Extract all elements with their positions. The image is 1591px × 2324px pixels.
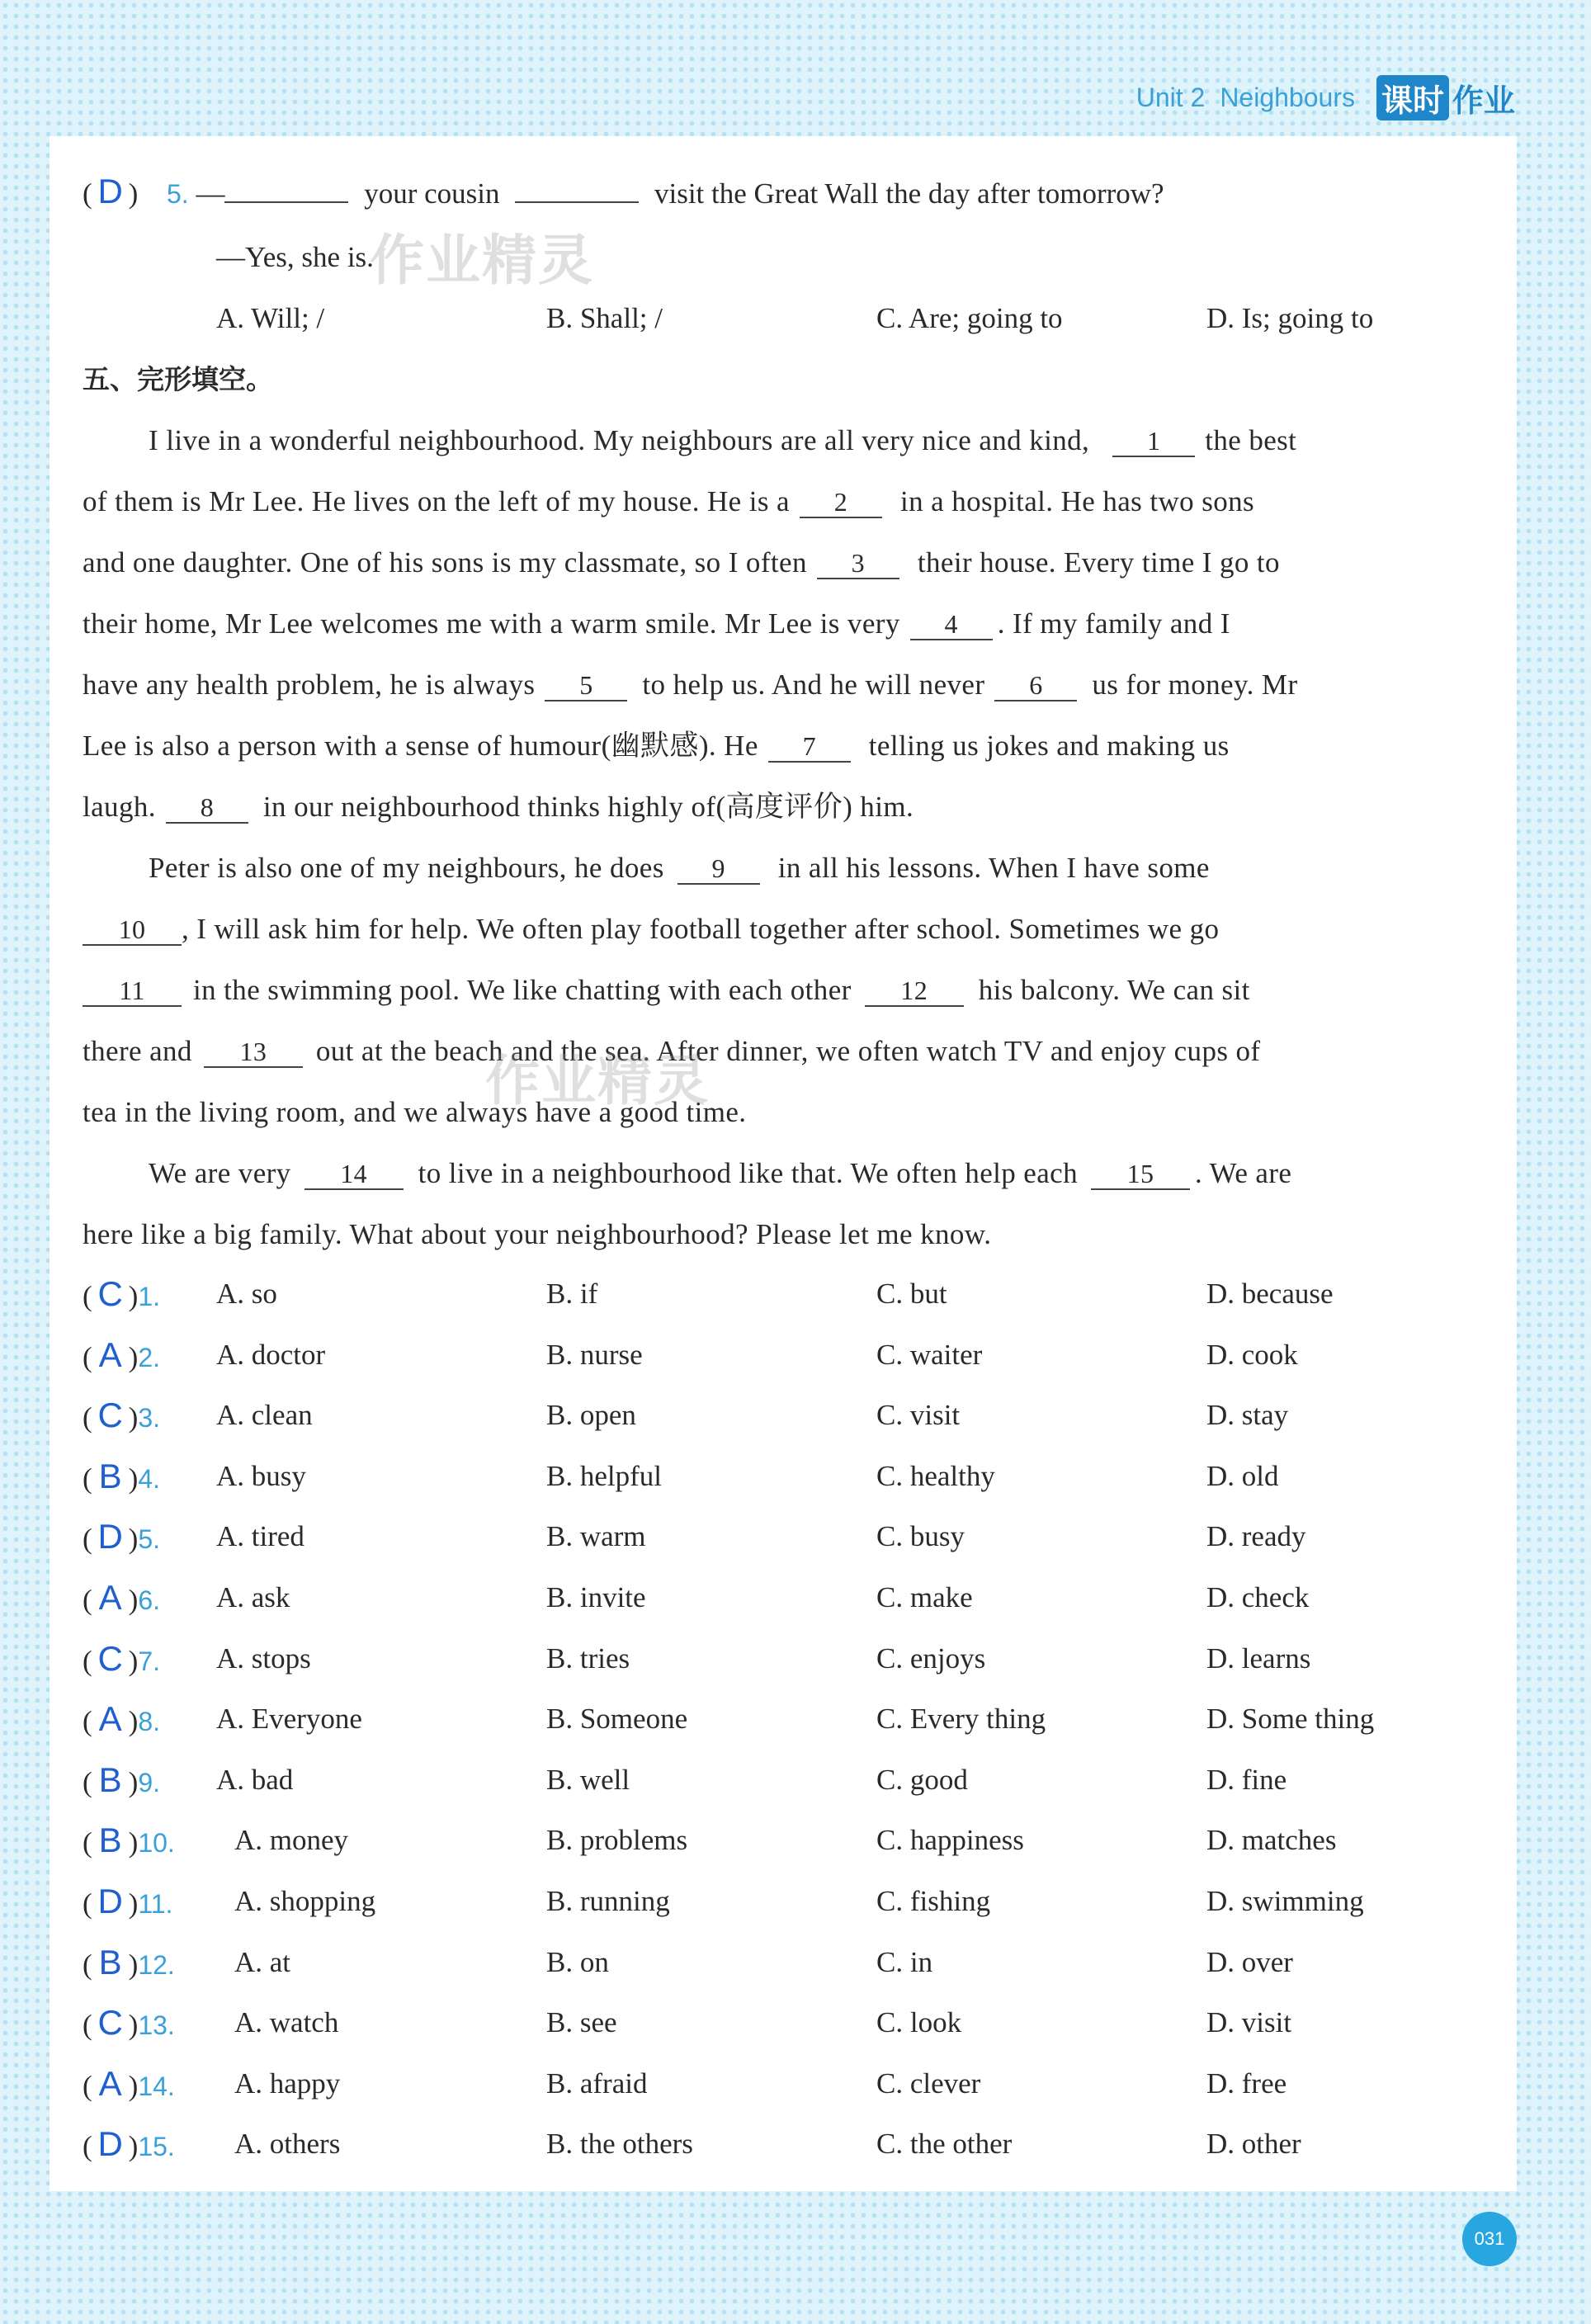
brand-boxed: 课时: [1376, 75, 1449, 120]
option-a: A. tired: [216, 1520, 305, 1552]
answer-paren: ( B )12.: [83, 1943, 175, 1982]
answer-letter: A: [98, 1335, 122, 1374]
choice-row: [83, 2005, 1485, 2041]
option-d: D. other: [1206, 2128, 1301, 2160]
option-a: A. shopping: [234, 1885, 376, 1917]
answer-letter: C: [97, 1274, 123, 1313]
option-b: B. invite: [546, 1581, 646, 1613]
option-c: C. look: [876, 2006, 962, 2038]
option-a: A. so: [216, 1278, 277, 1310]
option-b: B. warm: [546, 1520, 646, 1552]
answer-letter: D: [97, 1882, 123, 1920]
choice-row: [83, 1822, 1485, 1859]
option-c: C. but: [876, 1278, 947, 1310]
passage-line: their home, Mr Lee welcomes me with a warm smile. Mr Lee is very 4 . If my family and I: [83, 607, 1230, 640]
option-d: D. Is; going to: [1206, 302, 1374, 334]
option-c: C. clever: [876, 2067, 981, 2100]
answer-letter: C: [97, 2003, 123, 2042]
question-number: 8.: [138, 1707, 160, 1736]
option-b: B. running: [546, 1885, 670, 1917]
question-number: 15.: [138, 2132, 175, 2161]
passage-line: 10 , I will ask him for help. We often play football together after school. Sometimes we go: [83, 913, 1485, 946]
option-a: A. Everyone: [216, 1703, 362, 1735]
choice-row: [83, 1458, 1485, 1495]
option-b: B. the others: [546, 2128, 693, 2160]
passage-line: and one daughter. One of his sons is my classmate, so I often 3 their house. Every time I go to: [83, 546, 1280, 579]
question-number: 2.: [138, 1343, 160, 1372]
blank-10: 10: [83, 914, 182, 946]
option-d: D. stay: [1206, 1399, 1289, 1431]
question-5-options: [83, 300, 1485, 337]
answer-paren: ( B )4.: [83, 1457, 160, 1495]
choice-row: [83, 2066, 1485, 2102]
blank-14: 14: [305, 1159, 404, 1190]
option-c: C. happiness: [876, 1824, 1024, 1856]
option-a: A. bad: [216, 1764, 294, 1796]
question-number: 14.: [138, 2071, 175, 2101]
option-d: D. fine: [1206, 1764, 1287, 1796]
answer-letter: C: [97, 1396, 123, 1434]
answer-paren: ( C )3.: [83, 1396, 160, 1434]
option-d: D. matches: [1206, 1824, 1337, 1856]
option-d: D. Some thing: [1206, 1703, 1375, 1735]
passage-line: tea in the living room, and we always have a good time.: [83, 1096, 747, 1128]
passage-line: Lee is also a person with a sense of humour(幽默感). He 7 telling us jokes and making us: [83, 730, 1230, 762]
passage-line: Peter is also one of my neighbours, he does 9 in all his lessons. When I have some: [149, 852, 1210, 884]
page-header: [1136, 74, 1515, 120]
option-d: D. swimming: [1206, 1885, 1364, 1917]
answer-paren: ( A )2.: [83, 1335, 160, 1374]
option-b: B. Someone: [546, 1703, 688, 1735]
question-number: 9.: [138, 1768, 160, 1797]
watermark: 作业精灵: [370, 229, 594, 292]
answer-paren: ( C )7.: [83, 1639, 160, 1678]
answer-paren: ( A )14.: [83, 2064, 175, 2103]
blank-9: 9: [677, 853, 760, 885]
passage-line: of them is Mr Lee. He lives on the left of my house. He is a 2 in a hospital. He has two sons: [83, 485, 1255, 517]
option-d: D. ready: [1206, 1520, 1306, 1552]
option-c: C. make: [876, 1581, 973, 1613]
passage-line: there and 13 out at the beach and the sea. After dinner, we often watch TV and enjoy cups of: [83, 1035, 1261, 1067]
blank-1: 1: [1112, 426, 1195, 457]
option-c: C. busy: [876, 1520, 965, 1552]
answer-paren: ( B )9.: [83, 1760, 160, 1799]
option-b: B. problems: [546, 1824, 688, 1856]
option-d: D. over: [1206, 1946, 1293, 1978]
option-c: C. Every thing: [876, 1703, 1046, 1735]
passage-line: I live in a wonderful neighbourhood. My neighbours are all very nice and kind, 1 the best: [149, 424, 1297, 456]
option-a: A. ask: [216, 1581, 290, 1613]
unit-label: Unit 2: [1135, 82, 1206, 112]
option-b: B. afraid: [546, 2067, 648, 2100]
blank-11: 11: [83, 975, 182, 1007]
answer-paren: ( C )1.: [83, 1274, 160, 1313]
option-c: C. the other: [876, 2128, 1013, 2160]
question-number: 11.: [138, 1889, 173, 1919]
option-b: B. if: [546, 1278, 598, 1310]
option-a: A. doctor: [216, 1339, 326, 1371]
blank-5: 5: [545, 670, 627, 701]
answer-letter: C: [97, 1639, 123, 1678]
passage-line: laugh. 8 in our neighbourhood thinks highly of(高度评价) him.: [83, 791, 914, 823]
question-number: 4.: [138, 1464, 160, 1494]
option-d: D. cook: [1206, 1339, 1298, 1371]
answer-paren: ( A )8.: [83, 1699, 160, 1738]
answer-paren: ( D )5.: [83, 1517, 160, 1556]
question-number: 13.: [138, 2010, 175, 2040]
answer-paren: ( A )6.: [83, 1578, 160, 1617]
choice-row: [83, 1519, 1485, 1555]
answer-letter: B: [98, 1760, 122, 1799]
choice-row: [83, 1580, 1485, 1616]
option-c: C. waiter: [876, 1339, 983, 1371]
option-d: D. visit: [1206, 2006, 1292, 2038]
blank-12: 12: [865, 975, 964, 1007]
blank-15: 15: [1091, 1159, 1190, 1190]
blank: [515, 201, 639, 203]
option-b: B. well: [546, 1764, 630, 1796]
question-5: ( D ) 5. — your cousin visit the Great Wall the day after tomorrow?: [83, 172, 1164, 210]
option-c: C. healthy: [876, 1460, 995, 1492]
question-number: 10.: [138, 1828, 175, 1858]
question-number: 1.: [138, 1282, 160, 1311]
answer-paren: ( D )11.: [83, 1882, 173, 1920]
brand-logo: [1376, 75, 1515, 120]
passage-line: here like a big family. What about your neighbourhood? Please let me know.: [83, 1218, 992, 1250]
option-d: D. free: [1206, 2067, 1287, 2100]
blank-7: 7: [768, 731, 851, 763]
answer-letter: D: [97, 172, 123, 210]
option-b: B. helpful: [546, 1460, 662, 1492]
question-5-reply: —Yes, she is.: [216, 241, 374, 273]
choice-row: [83, 1944, 1485, 1981]
watermark: 作业精灵: [485, 1049, 710, 1112]
answer-letter: B: [98, 1943, 122, 1982]
passage-line: 11 in the swimming pool. We like chatting with each other 12 his balcony. We can sit: [83, 974, 1485, 1007]
section-title: 五、完形填空。: [83, 363, 273, 395]
option-b: B. tries: [546, 1642, 630, 1675]
question-number: 5.: [167, 179, 189, 209]
option-d: D. check: [1206, 1581, 1310, 1613]
answer-letter: A: [98, 1578, 122, 1617]
option-b: B. on: [546, 1946, 609, 1978]
choice-row: [83, 1337, 1485, 1373]
choice-row: [83, 2126, 1485, 2162]
choice-row: [83, 1397, 1485, 1434]
answer-paren: ( D )15.: [83, 2124, 175, 2163]
answer-letter: B: [98, 1457, 122, 1495]
option-a: A. money: [234, 1824, 349, 1856]
option-b: B. see: [546, 2006, 617, 2038]
unit-title: Neighbours: [1220, 82, 1355, 112]
blank-13: 13: [204, 1037, 303, 1068]
question-number: 6.: [138, 1585, 160, 1615]
option-a: A. busy: [216, 1460, 306, 1492]
option-a: A. clean: [216, 1399, 313, 1431]
answer-letter: D: [97, 1517, 123, 1556]
choice-row: [83, 1762, 1485, 1798]
option-b: B. open: [546, 1399, 636, 1431]
option-c: C. fishing: [876, 1885, 991, 1917]
option-b: B. Shall; /: [546, 302, 663, 334]
choice-row: [83, 1641, 1485, 1677]
option-a: A. at: [234, 1946, 291, 1978]
blank-3: 3: [817, 548, 899, 579]
answer-letter: D: [97, 2124, 123, 2163]
answer-letter: B: [98, 1821, 122, 1859]
choice-row: [83, 1701, 1485, 1737]
option-a: A. stops: [216, 1642, 311, 1675]
option-c: C. good: [876, 1764, 968, 1796]
passage-line: We are very 14 to live in a neighbourhood like that. We often help each 15 . We are: [149, 1157, 1292, 1189]
blank-2: 2: [800, 487, 882, 518]
option-b: B. nurse: [546, 1339, 643, 1371]
blank-4: 4: [910, 609, 993, 640]
option-d: D. old: [1206, 1460, 1279, 1492]
option-d: D. learns: [1206, 1642, 1311, 1675]
choice-row: [83, 1276, 1485, 1312]
passage-line: have any health problem, he is always 5 to help us. And he will never 6 us for money. Mr: [83, 668, 1298, 701]
option-c: C. in: [876, 1946, 933, 1978]
option-a: A. watch: [234, 2006, 339, 2038]
blank-8: 8: [166, 792, 248, 824]
answer-paren: ( C )13.: [83, 2003, 175, 2042]
choice-row: [83, 1883, 1485, 1920]
option-c: C. Are; going to: [876, 302, 1063, 334]
answer-paren: ( B )10.: [83, 1821, 175, 1859]
question-number: 12.: [138, 1950, 175, 1980]
question-number: 3.: [138, 1403, 160, 1433]
option-c: C. visit: [876, 1399, 961, 1431]
answer-paren: ( D ): [83, 172, 139, 210]
option-c: C. enjoys: [876, 1642, 986, 1675]
option-a: A. Will; /: [216, 302, 325, 334]
answer-letter: A: [98, 1699, 122, 1738]
brand-rest: 作业: [1452, 82, 1515, 119]
option-d: D. because: [1206, 1278, 1334, 1310]
question-number: 7.: [138, 1646, 160, 1676]
option-a: A. others: [234, 2128, 341, 2160]
blank-6: 6: [994, 670, 1077, 701]
question-number: 5.: [138, 1524, 160, 1554]
option-a: A. happy: [234, 2067, 341, 2100]
answer-letter: A: [98, 2064, 122, 2103]
page-number: 031: [1462, 2212, 1517, 2266]
blank: [224, 201, 348, 203]
